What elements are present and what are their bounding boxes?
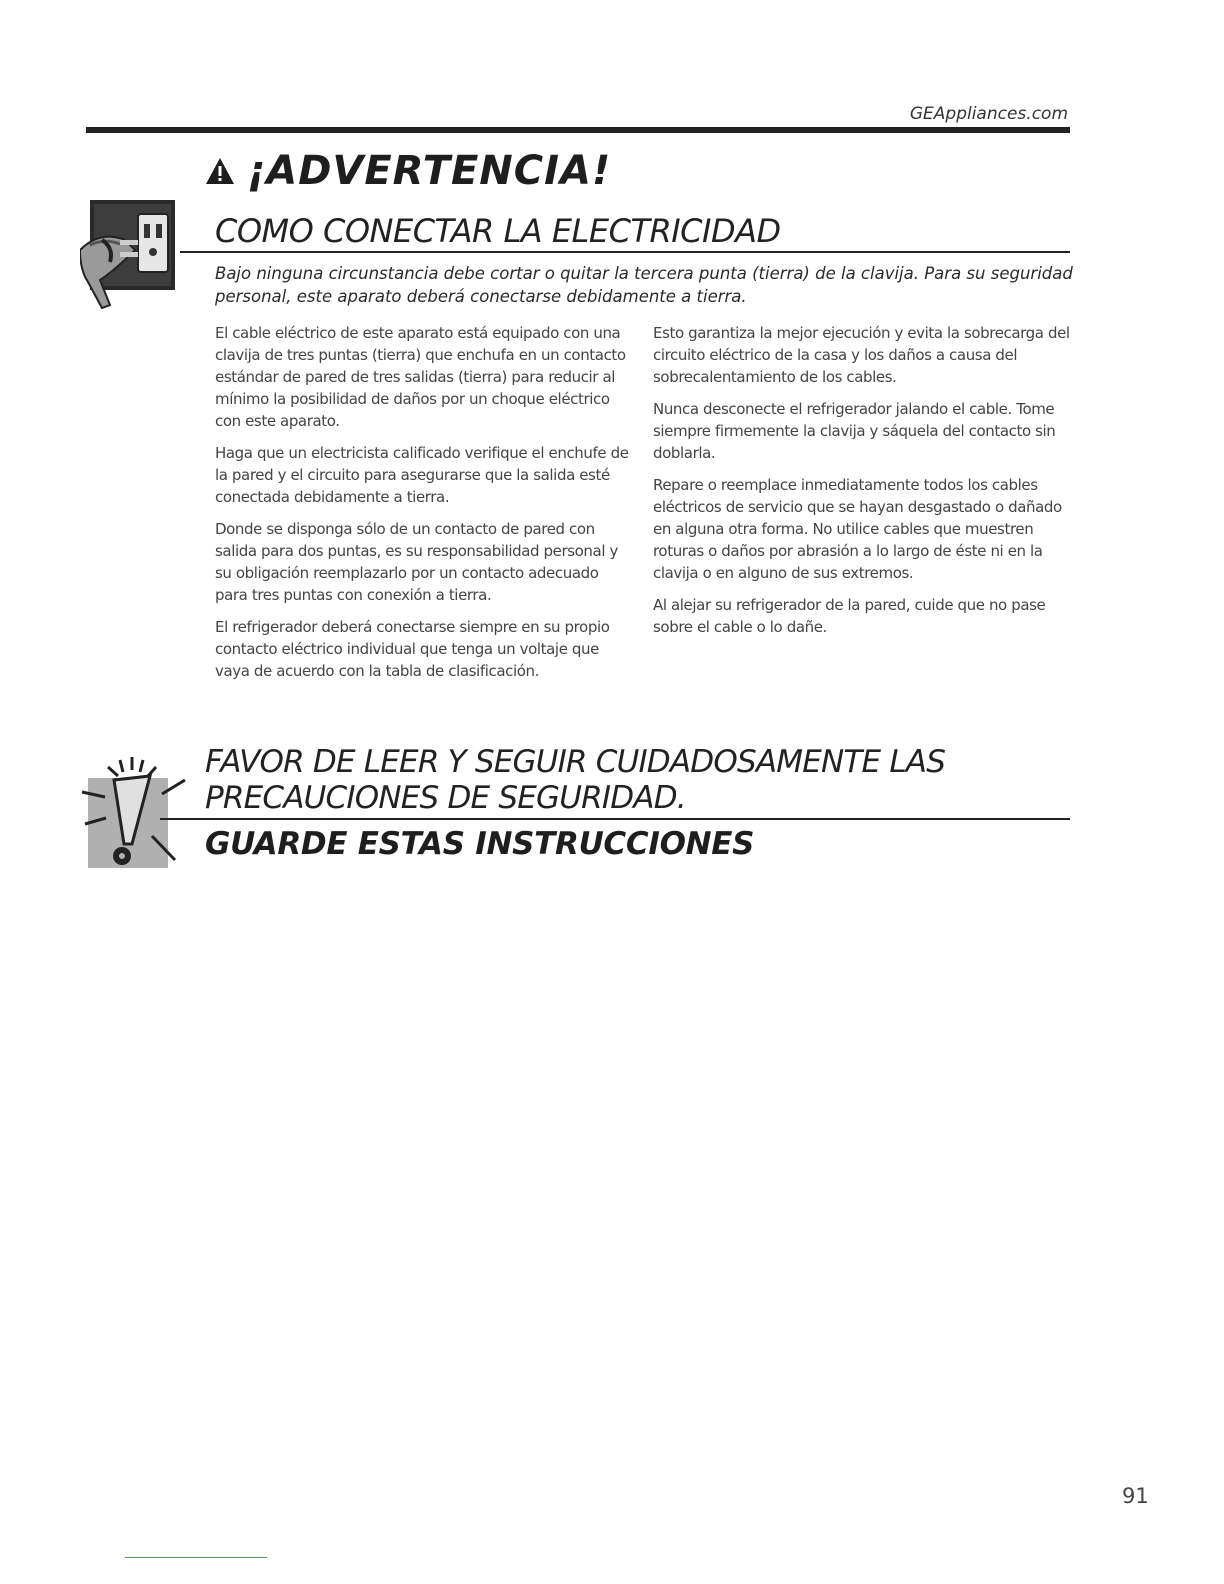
section-title-electricity: COMO CONECTAR LA ELECTRICIDAD: [215, 212, 781, 250]
section-rule: [180, 251, 1070, 253]
column-right: [653, 322, 1073, 648]
section-rule: [160, 818, 1070, 820]
electric-outlet-icon: [80, 200, 180, 310]
warning-heading: [205, 148, 611, 194]
save-instructions-heading: GUARDE ESTAS INSTRUCCIONES: [205, 826, 755, 862]
page-number: 91: [1122, 1484, 1149, 1508]
exclamation-caution-icon: [80, 752, 195, 872]
paragraph: Donde se disponga sólo de un contacto de pared con salida para dos puntas, es su responsabilidad personal y su obligación reemplazarlo por un contacto adecuado para tres puntas con conexión a tierra.: [215, 520, 618, 604]
paragraph: Repare o reemplace inmediatamente todos los cables eléctricos de servicio que se hayan desgastado o dañado en alguna otra forma. No utilice cables que muestren roturas o daños por abrasión a lo largo de éste ni en la clavija o en alguno de sus extremos.: [653, 476, 1062, 582]
paragraph: El cable eléctrico de este aparato está equipado con una clavija de tres puntas (tierra) que enchufa en un contacto estándar de pared de tres salidas (tierra) para reducir al mínimo la posibilidad de daños por un choque eléctrico con este aparato.: [215, 324, 626, 430]
warning-triangle-icon: [205, 157, 235, 185]
precautions-line-2: PRECAUCIONES DE SEGURIDAD.: [205, 780, 686, 816]
paragraph: El refrigerador deberá conectarse siempre en su propio contacto eléctrico individual que tenga un voltaje que vaya de acuerdo con la tabla de clasificación.: [215, 618, 610, 680]
precautions-line-1: FAVOR DE LEER Y SEGUIR CUIDADOSAMENTE LAS: [205, 744, 946, 780]
paragraph: Haga que un electricista calificado verifique el enchufe de la pared y el circuito para asegurarse que la salida esté conectada debidamente a tierra.: [215, 444, 629, 506]
site-url: GEAppliances.com: [909, 104, 1068, 124]
warning-title: ¡ADVERTENCIA!: [247, 148, 612, 194]
footer-link-rule: [125, 1557, 267, 1558]
paragraph: Esto garantiza la mejor ejecución y evita la sobrecarga del circuito eléctrico de la casa y los daños a causa del sobrecalentamiento de los cables.: [653, 324, 1070, 386]
column-left: [215, 322, 635, 692]
paragraph: Nunca desconecte el refrigerador jalando el cable. Tome siempre firmemente la clavija y sáquela del contacto sin doblarla.: [653, 400, 1056, 462]
intro-warning-text: Bajo ninguna circunstancia debe cortar o quitar la tercera punta (tierra) de la clavija. Para su seguridad personal, este aparato deberá conectarse debidamente a tierra.: [215, 264, 1073, 306]
paragraph: Al alejar su refrigerador de la pared, cuide que no pase sobre el cable o lo dañe.: [653, 596, 1046, 636]
header-rule: [86, 127, 1070, 133]
section-title-precautions: [205, 744, 1065, 816]
